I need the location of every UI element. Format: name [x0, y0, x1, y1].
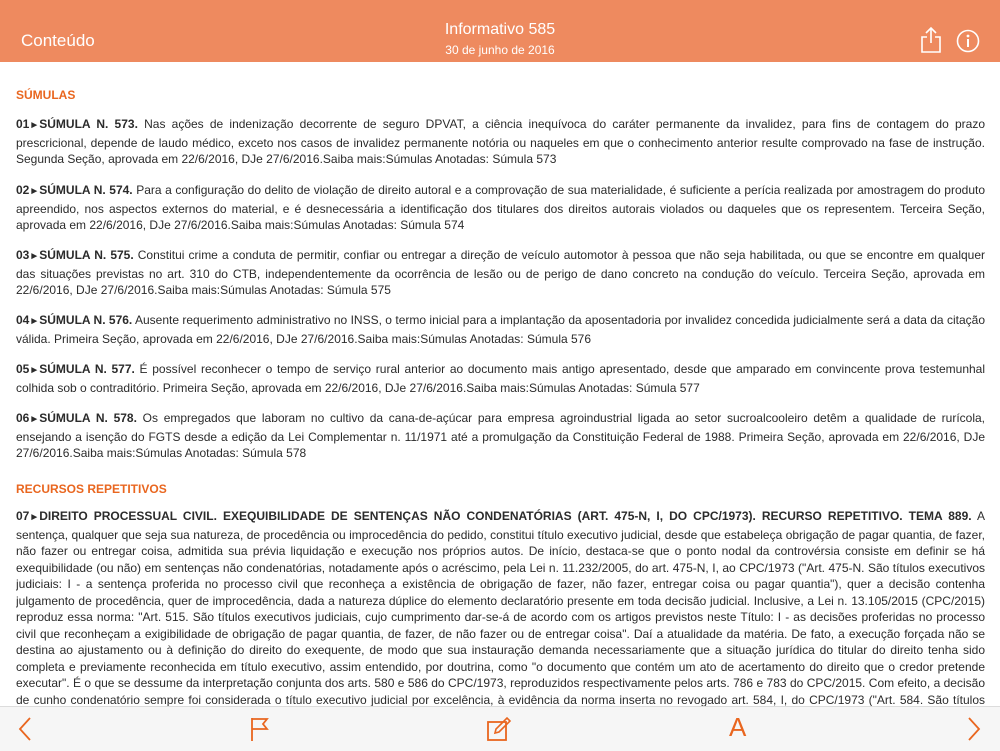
section-title-sumulas: SÚMULAS [16, 88, 76, 102]
arrow-icon: ► [29, 512, 40, 523]
arrow-icon: ► [29, 316, 40, 327]
nav-header [0, 0, 1000, 62]
edit-note-icon[interactable] [486, 716, 512, 742]
share-icon[interactable] [920, 26, 942, 54]
list-item: 02►SÚMULA N. 574. Para a configuração do delito de violação de direito autoral e a comprovação de sua materialidade, é suficiente a perícia realizada por amostragem do produto apreendido, nos aspectos externos do material, e é desnecessária a identificação dos titulares dos direitos autorais violados ou daqueles que os representem. Terceira Seção, aprovada em 22/6/2016, DJe 27/6/2016.Saiba mais:Súmulas Anotadas: Súmula 574 [16, 183, 985, 232]
font-size-button[interactable]: A [729, 712, 747, 742]
flag-icon[interactable] [249, 716, 271, 742]
section-title-recursos: RECURSOS REPETITIVOS [16, 482, 167, 496]
previous-icon[interactable] [18, 716, 32, 742]
list-item: 04►SÚMULA N. 576. Ausente requerimento administrativo no INSS, o termo inicial para a implantação da aposentadoria por invalidez concedida judicialmente será a data da citação válida. Primeira Seção, aprovada em 22/6/2016, DJe 27/6/2016.Saiba mais:Súmulas Anotadas: Súmula 576 [16, 313, 985, 346]
next-icon[interactable] [967, 716, 981, 742]
arrow-icon: ► [29, 120, 40, 131]
page-date: 30 de junho de 2016 [445, 43, 555, 57]
arrow-icon: ► [29, 365, 40, 376]
arrow-icon: ► [29, 186, 40, 197]
back-button[interactable]: Conteúdo [21, 31, 95, 50]
list-item: 07►DIREITO PROCESSUAL CIVIL. EXEQUIBILIDADE DE SENTENÇAS NÃO CONDENATÓRIAS (ART. 475-N, I, DO CPC/1973). RECURSO REPETITIVO. TEMA 889. A sentença, qualquer que seja sua natureza, de procedência ou improcedência do pedido, constitui título executivo judicial, desde que estabeleça obrigação de pagar quantia, de fazer, não fazer ou entregar coisa, admitida sua prévia liquidação e execução nos próprios autos. De início, destaca-se que o ponto nodal da controvérsia consiste em definir se há exequibilidade (ou não) em sentenças não condenatórias, notadamente após o acréscimo, pela Lei n. 11.232/2005, do art. 475-N, I, ao CPC/1973 ("Art. 475-N. São títulos executivos judiciais: I - a sentença proferida no processo civil que reconheça a existência de obrigação de fazer, não fazer, entregar coisa ou pagar quantia"), quer a decisão contenha julgamento de procedência, quer de improcedência, dada a natureza dúplice do elemento declaratório presente em toda decisão judicial. Inclusive, a Lei n. 13.105/2015 (CPC/2015) reproduz essa norma: "Art. 515. São títulos executivos judiciais, cujo cumprimento dar-se-á de acordo com os artigos previstos neste Título: I - as decisões proferidas no processo civil que reconheçam a exigibilidade de obrigação de pagar quantia, de fazer, de não fazer ou de entregar coisa". Daí a atualidade da matéria. De fato, a execução forçada não se destina ao ajustamento ou à definição do direito do exequente, de modo que sua instauração demanda necessariamente que a situação jurídica do titular do direito tenha sido completa e previamente reconhecida em título executivo, assim entendido, por doutrina, como "o documento que contém um ato de acertamento do direito que o credor pretende executar". É o que se dessume da interpretação conjunta dos arts. 580 e 586 do CPC/1973, reproduzidos respectivamente pelos arts. 786 e 783 do CPC/2015. Com efeito, a decisão de cunho condenatório sempre foi considerada o título executivo judicial por excelência, à evidência da norma inserta no revogado art. 584, I, do CPC/1973 ("Art. 584. São títulos [16, 509, 985, 706]
list-item: 03►SÚMULA N. 575. Constitui crime a conduta de permitir, confiar ou entregar a direção de veículo automotor à pessoa que não seja habilitada, ou que se encontre em qualquer das situações previstas no art. 310 do CTB, independentemente da ocorrência de lesão ou de perigo de dano concreto na condução do veículo. Terceira Seção, aprovada em 22/6/2016, DJe 27/6/2016.Saiba mais:Súmulas Anotadas: Súmula 575 [16, 248, 985, 297]
list-item: 06►SÚMULA N. 578. Os empregados que laboram no cultivo da cana-de-açúcar para empresa agroindustrial ligada ao setor sucroalcooleiro detêm a qualidade de rurícola, ensejando a isenção do FGTS desde a edição da Lei Complementar n. 11/1971 até a promulgação da Constituição Federal de 1988. Primeira Seção, aprovada em 22/6/2016, DJe 27/6/2016.Saiba mais:Súmulas Anotadas: Súmula 578 [16, 411, 985, 460]
article-content [16, 62, 985, 706]
list-item: 05►SÚMULA N. 577. É possível reconhecer o tempo de serviço rural anterior ao documento mais antigo apresentado, desde que amparado em convincente prova testemunhal colhida sob o contraditório. Primeira Seção, aprovada em 22/6/2016, DJe 27/6/2016.Saiba mais:Súmulas Anotadas: Súmula 577 [16, 362, 985, 395]
arrow-icon: ► [29, 251, 40, 262]
info-icon[interactable] [956, 29, 980, 53]
arrow-icon: ► [29, 414, 40, 425]
bottom-toolbar [0, 706, 1000, 751]
list-item: 01►SÚMULA N. 573. Nas ações de indenização decorrente de seguro DPVAT, a ciência inequívoca do caráter permanente da invalidez, para fins de contagem do prazo prescricional, depende de laudo médico, exceto nos casos de invalidez permanente notória ou naqueles em que o conhecimento anterior resulte comprovado na fase de instrução. Segunda Seção, aprovada em 22/6/2016, DJe 27/6/2016.Saiba mais:Súmulas Anotadas: Súmula 573 [16, 117, 985, 166]
page-title: Informativo 585 [444, 21, 556, 38]
